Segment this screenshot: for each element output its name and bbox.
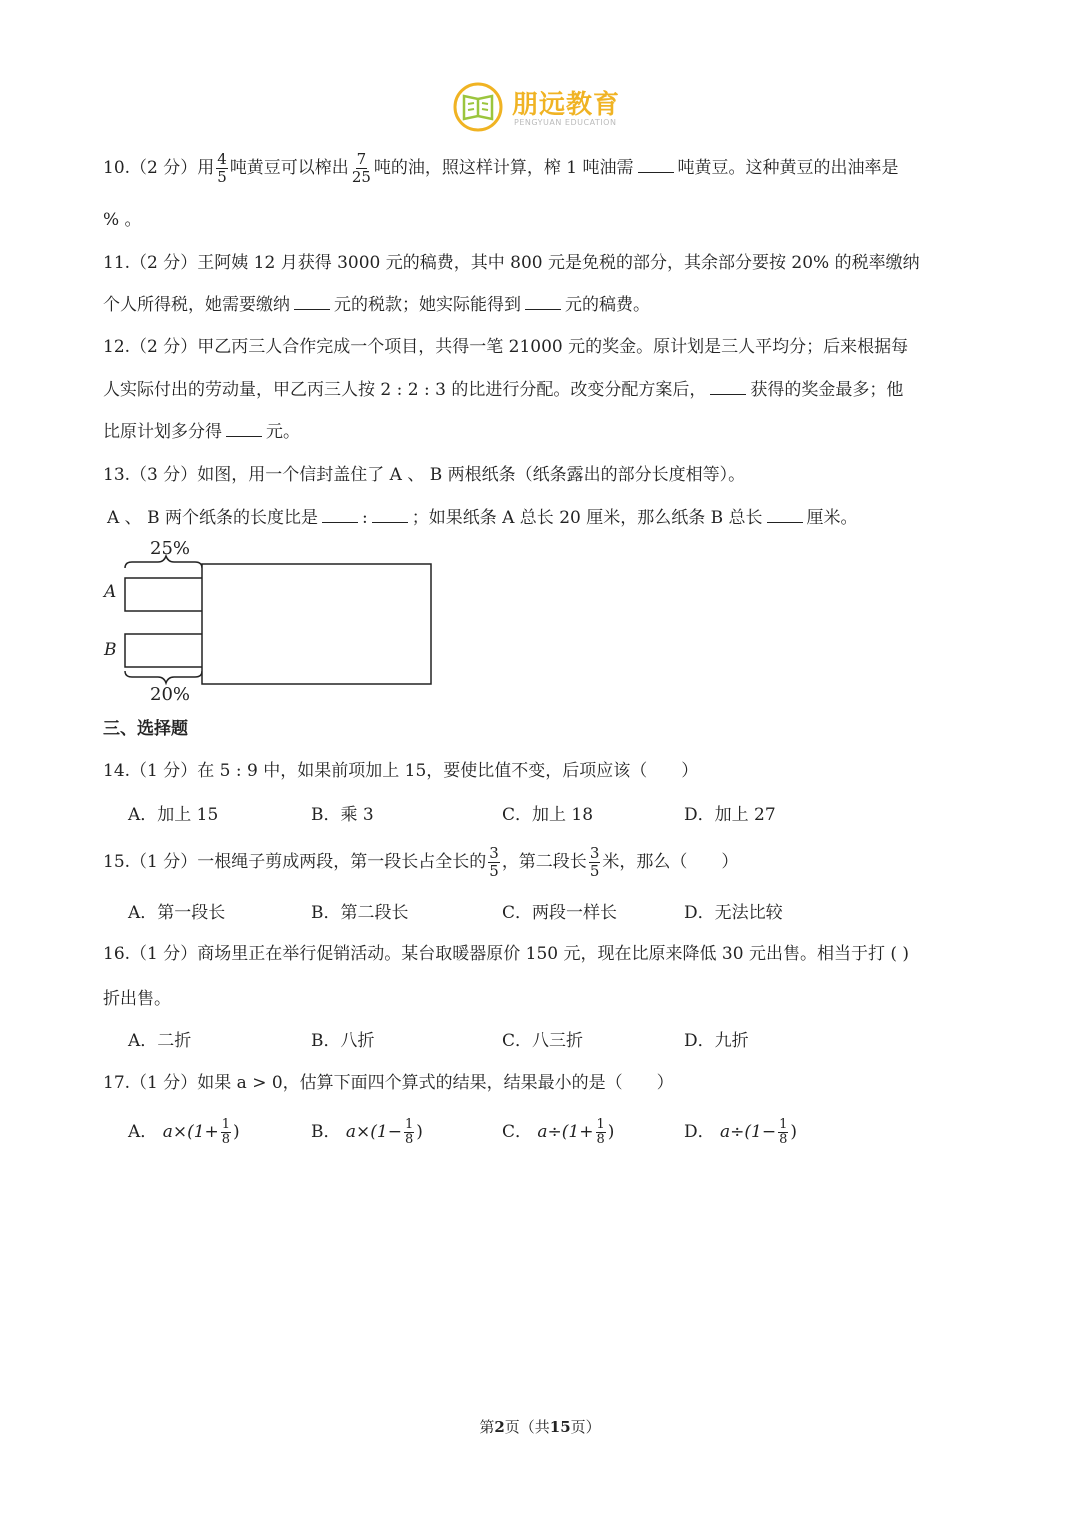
q12-text-c: 比原计划多分得 [103,422,222,442]
option-expr-end: ) [607,1122,615,1142]
option-expr: a÷(1− [720,1122,777,1142]
fraction-7-25 [351,151,372,186]
q15-text-b: ，第二段长 [501,852,587,872]
page-number: 2 [494,1418,505,1436]
frac-num: 3 [589,844,600,862]
q11-text-a: 个人所得税，她需要缴纳 [103,295,290,315]
question-10-line1 [103,148,899,188]
fraction-1-8 [596,1118,606,1147]
q13-text-a: A 、 B 两个纸条的长度比是 [107,508,318,528]
question-13-line2 [107,506,858,530]
footer-text: 页（共 [504,1418,550,1436]
bottom-brace [125,671,202,683]
option-label: A． [128,1122,158,1142]
frac-den: 5 [489,862,499,880]
q15-text-c: 米，那么（ ） [602,852,739,872]
q10-mid2: 吨的油，照这样计算，榨 1 吨油需 [373,158,634,178]
option-expr-end: ) [233,1122,240,1142]
frac-num: 1 [596,1117,605,1132]
q13-text-c: 厘米。 [806,508,858,528]
q12-text-b: 获得的奖金最多；他 [750,380,904,400]
q15-option-d[interactable]: D．无法比较 [684,903,783,923]
page-total: 15 [549,1418,571,1436]
q12-text-a: 人实际付出的劳动量，甲乙丙三人按 2 : 2 : 3 的比进行分配。改变分配方案后， [103,380,707,400]
fraction-4-5 [216,151,228,186]
answer-blank[interactable] [767,506,803,523]
answer-blank[interactable] [638,156,674,173]
q10-prefix: 10.（2 分）用 [103,158,215,178]
book-logo-icon [452,80,506,134]
brand-name: 朋远教育 [512,90,621,120]
question-15-stem [103,842,738,882]
answer-blank[interactable] [525,293,561,310]
label-strip-a: A [104,582,117,602]
q16-option-b[interactable]: B．八折 [311,1031,375,1051]
q16-option-d[interactable]: D．九折 [684,1031,749,1051]
frac-den: 8 [596,1132,605,1147]
q13-text-b: ；如果纸条 A 总长 20 厘米，那么纸条 B 总长 [411,508,763,528]
frac-den: 5 [217,168,227,186]
option-label: D． [684,1122,715,1142]
question-12-line3 [103,420,300,444]
brand-sub: PENGYUAN EDUCATION [514,118,617,127]
q17-option-c[interactable] [502,1110,614,1154]
frac-num: 3 [489,844,499,862]
option-expr: a×(1+ [162,1122,219,1142]
label-strip-b: B [104,640,117,660]
option-expr-end: ) [416,1122,423,1142]
envelope-figure [100,538,440,708]
option-label: C． [502,1122,533,1142]
frac-num: 1 [221,1117,231,1132]
footer-text: 页） [570,1418,601,1436]
label-20-percent: 20% [150,684,191,705]
section-title-choice: 三、选择题 [103,719,188,739]
question-14-stem: 14.（1 分）在 5 : 9 中，如果前项加上 15，要使比值不变，后项应该（ ） [103,761,699,781]
q17-option-d[interactable] [684,1110,797,1154]
frac-num: 7 [356,150,367,168]
q17-option-a[interactable] [128,1110,240,1154]
q10-mid1: 吨黄豆可以榨出 [229,158,349,178]
q12-text-d: 元。 [266,422,300,442]
frac-num: 4 [217,150,227,168]
q15-text-a: 15.（1 分）一根绳子剪成两段，第一段长占全长的 [103,852,487,872]
page-footer [0,1416,1080,1437]
frac-den: 25 [351,168,371,186]
envelope [202,564,431,684]
fraction-1-8 [778,1118,788,1147]
answer-blank[interactable] [710,378,746,395]
q16-option-c[interactable]: C．八三折 [502,1031,584,1051]
logo [452,80,632,134]
question-13-line1: 13.（3 分）如图，用一个信封盖住了 A 、 B 两根纸条（纸条露出的部分长度相等）。 [103,465,746,485]
frac-den: 8 [779,1132,788,1147]
option-label: B． [311,1122,341,1142]
frac-den: 5 [589,862,600,880]
question-16-line1: 16.（1 分）商场里正在举行促销活动。某台取暖器原价 150 元，现在比原来降低 30 元出售。相当于打 ( ) [103,944,910,964]
question-10-line2: % 。 [103,210,142,230]
question-11-line1: 11.（2 分）王阿姨 12 月获得 3000 元的稿费，其中 800 元是免税的部分，其余部分要按 20% 的税率缴纳 [103,253,920,273]
answer-blank[interactable] [226,420,262,437]
q15-option-a[interactable]: A．第一段长 [128,903,226,923]
fraction-1-8 [221,1118,231,1147]
footer-text: 第 [479,1418,495,1436]
frac-den: 8 [404,1132,414,1147]
q15-option-b[interactable]: B．第二段长 [311,903,409,923]
envelope-strips-diagram [100,538,440,708]
answer-blank[interactable] [322,506,358,523]
q13-colon: : [361,508,368,528]
fraction-3-5 [488,845,500,880]
fraction-1-8 [404,1118,414,1147]
answer-blank[interactable] [372,506,408,523]
question-16-line2: 折出售。 [103,989,171,1009]
frac-den: 8 [221,1132,231,1147]
option-expr-end: ) [790,1122,798,1142]
question-12-line1: 12.（2 分）甲乙丙三人合作完成一个项目，共得一笔 21000 元的奖金。原计划是三人平均分；后来根据每 [103,337,909,357]
q11-text-c: 元的稿费。 [565,295,650,315]
q11-text-b: 元的税款；她实际能得到 [334,295,521,315]
q15-option-c[interactable]: C．两段一样长 [502,903,618,923]
q16-option-a[interactable]: A．二折 [128,1031,192,1051]
q14-option-b[interactable]: B．乘 3 [311,805,374,825]
answer-blank[interactable] [294,293,330,310]
frac-num: 1 [404,1117,414,1132]
frac-num: 1 [779,1117,788,1132]
question-12-line2 [103,378,903,402]
q17-option-b[interactable] [311,1110,423,1154]
question-17-stem: 17.（1 分）如果 a > 0，估算下面四个算式的结果，结果最小的是（ ） [103,1073,674,1093]
q14-option-c[interactable]: C．加上 18 [502,805,594,825]
q10-mid3: 吨黄豆。这种黄豆的出油率是 [677,158,899,178]
option-expr: a×(1− [345,1122,402,1142]
label-25-percent: 25% [150,538,191,559]
q14-option-a[interactable]: A．加上 15 [128,805,219,825]
q14-option-d[interactable]: D．加上 27 [684,805,776,825]
question-11-line2 [103,293,650,317]
option-expr: a÷(1+ [537,1122,594,1142]
fraction-3-5-meters [589,845,601,880]
